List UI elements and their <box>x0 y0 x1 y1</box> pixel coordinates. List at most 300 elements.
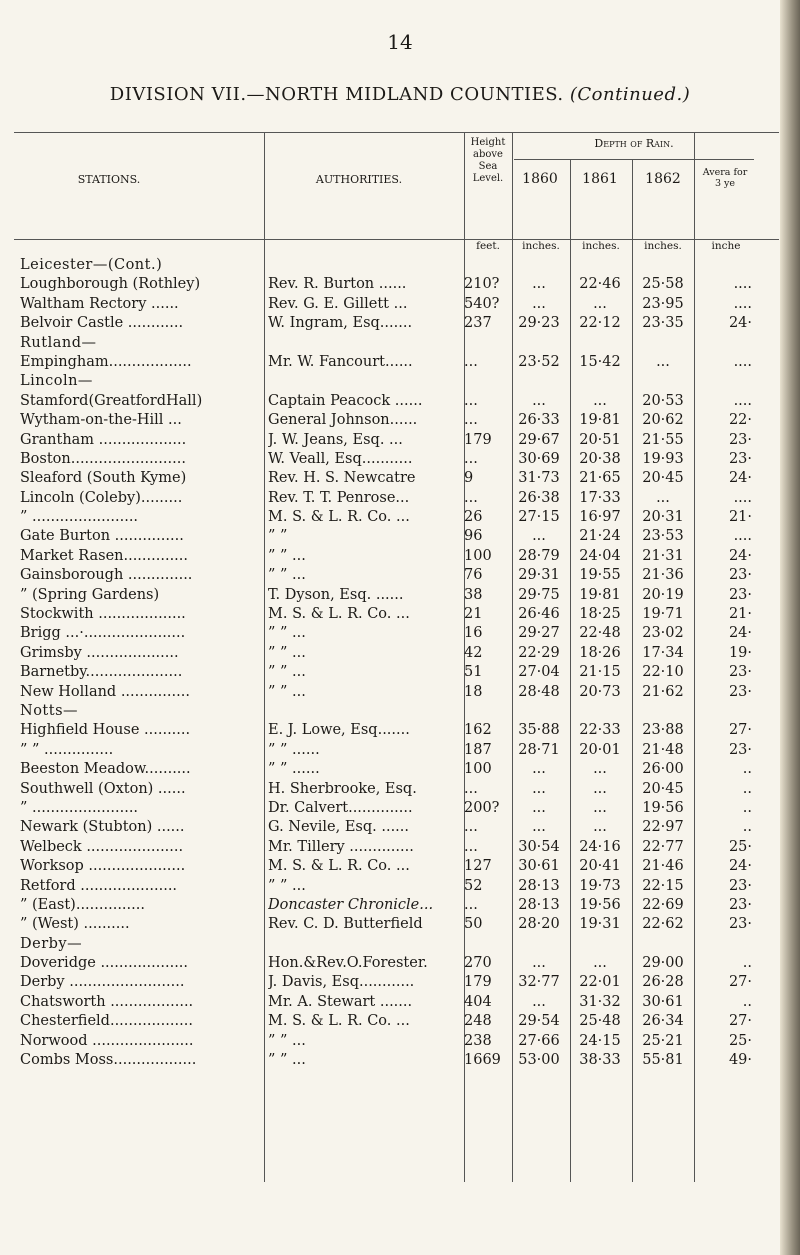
rain-1862-cell: 20·45 <box>642 780 684 797</box>
authority-cell: T. Dyson, Esq. ...... <box>268 586 404 603</box>
average-cell: .. <box>742 799 752 816</box>
rain-1861-cell: 38·33 <box>579 1052 621 1069</box>
authority-cell: ” ” ... <box>268 1032 306 1049</box>
rain-1862-cell: 20·31 <box>642 509 684 526</box>
station-cell: Stockwith ................... <box>20 606 186 623</box>
station-cell: ” ” ............... <box>20 741 114 758</box>
rain-1862-cell: 22·62 <box>642 916 684 933</box>
station-cell: Chatsworth .................. <box>20 993 194 1010</box>
average-cell: .... <box>733 276 752 293</box>
average-cell: 23· <box>728 877 752 894</box>
unit-1860: inches. <box>522 240 560 252</box>
rain-1860-cell: ... <box>532 761 546 778</box>
rain-1861-cell: 20·73 <box>579 683 621 700</box>
table-row <box>14 838 779 857</box>
height-cell: 21 <box>464 606 483 623</box>
rain-1862-cell: 20·62 <box>642 412 684 429</box>
table-row <box>14 469 779 488</box>
table-row <box>14 896 779 915</box>
rain-1861-cell: 19·31 <box>579 916 621 933</box>
rain-1860-cell: 28·71 <box>518 741 560 758</box>
average-cell: 24· <box>728 470 752 487</box>
rain-1860-cell: ... <box>532 780 546 797</box>
average-cell: 19· <box>728 644 752 661</box>
table-row <box>14 663 779 682</box>
authority-cell: Hon.&Rev.O.Forester. <box>268 955 428 972</box>
authority-cell: ” ” ... <box>268 644 306 661</box>
authority-cell: Rev. R. Burton ...... <box>268 276 407 293</box>
title-continued: (Continued.) <box>569 84 691 105</box>
table-row <box>14 489 779 508</box>
station-cell: Empingham.................. <box>20 353 192 370</box>
table-row <box>14 818 779 837</box>
rain-1861-cell: 20·01 <box>579 741 621 758</box>
height-cell: ... <box>464 780 478 797</box>
authority-cell: Captain Peacock ...... <box>268 392 423 409</box>
rain-1862-cell: 22·69 <box>642 896 684 913</box>
station-cell: Grantham ................... <box>20 431 187 448</box>
header-authorities: AUTHORITIES. <box>315 173 403 186</box>
rain-1861-cell: ... <box>593 780 607 797</box>
average-cell: .. <box>742 955 752 972</box>
table-row <box>14 411 779 430</box>
rain-1860-cell: 29·75 <box>518 586 560 603</box>
table-row <box>14 973 779 992</box>
station-cell: Combs Moss.................. <box>20 1052 197 1069</box>
table-row <box>14 1012 779 1031</box>
section-row <box>14 256 779 275</box>
height-cell: 42 <box>464 644 483 661</box>
station-cell: Rutland— <box>20 334 97 351</box>
rain-1862-cell: 23·02 <box>642 625 684 642</box>
table-row <box>14 954 779 973</box>
station-cell: Norwood ...................... <box>20 1032 194 1049</box>
table-row <box>14 527 779 546</box>
rain-1860-cell: 29·27 <box>518 625 560 642</box>
rain-1860-cell: ... <box>532 392 546 409</box>
rain-1860-cell: 35·88 <box>518 722 560 739</box>
rain-1861-cell: 20·38 <box>579 450 621 467</box>
average-cell: .... <box>733 353 752 370</box>
authority-cell: ” ” ... <box>268 547 306 564</box>
average-cell: 21· <box>728 606 752 623</box>
rain-1860-cell: 29·23 <box>518 315 560 332</box>
rain-1860-cell: 27·15 <box>518 509 560 526</box>
section-row <box>14 334 779 353</box>
rain-1861-cell: 22·01 <box>579 974 621 991</box>
station-cell: Worksop ..................... <box>20 858 186 875</box>
station-cell: Stamford(GreatfordHall) <box>20 392 203 409</box>
rain-1862-cell: 21·36 <box>642 567 684 584</box>
station-cell: Highfield House .......... <box>20 722 191 739</box>
rain-1862-cell: 22·97 <box>642 819 684 836</box>
rain-1862-cell: 23·53 <box>642 528 684 545</box>
authority-cell: General Johnson...... <box>268 412 418 429</box>
rain-1860-cell: 29·31 <box>518 567 560 584</box>
rain-1861-cell: 19·73 <box>579 877 621 894</box>
rain-1861-cell: ... <box>593 392 607 409</box>
station-cell: Derby— <box>20 935 83 952</box>
rain-1860-cell: 29·54 <box>518 1013 560 1030</box>
header-height: Height above Sea Level. <box>470 137 506 184</box>
height-cell: 50 <box>464 916 483 933</box>
table-row <box>14 566 779 585</box>
average-cell: .... <box>733 392 752 409</box>
rain-1862-cell: 26·28 <box>642 974 684 991</box>
rain-1861-cell: 21·65 <box>579 470 621 487</box>
height-cell: 9 <box>464 470 474 487</box>
height-cell: ... <box>464 838 478 855</box>
rain-1861-cell: 19·55 <box>579 567 621 584</box>
height-cell: 187 <box>464 741 492 758</box>
table-row <box>14 392 779 411</box>
rain-1862-cell: 25·58 <box>642 276 684 293</box>
station-cell: Doveridge ................... <box>20 955 189 972</box>
authority-cell: Mr. A. Stewart ....... <box>268 993 413 1010</box>
station-cell: Leicester—(Cont.) <box>20 257 163 273</box>
authority-cell: J. Davis, Esq............ <box>268 974 415 991</box>
rain-1862-cell: 22·10 <box>642 664 684 681</box>
rain-1862-cell: 29·00 <box>642 955 684 972</box>
authority-cell: ” ” ...... <box>268 741 320 758</box>
rain-1860-cell: ... <box>532 819 546 836</box>
rain-1862-cell: 19·93 <box>642 450 684 467</box>
table-row <box>14 683 779 702</box>
height-cell: 210? <box>464 276 500 293</box>
height-cell: 18 <box>464 683 483 700</box>
rain-1861-cell: ... <box>593 819 607 836</box>
station-cell: Lincoln (Coleby)......... <box>20 489 183 506</box>
rain-1862-cell: 21·55 <box>642 431 684 448</box>
header-depth-of-rain: Depth of Rain. <box>594 137 674 150</box>
authority-cell: ” ” ... <box>268 683 306 700</box>
rain-1861-cell: 22·33 <box>579 722 621 739</box>
average-cell: .. <box>742 780 752 797</box>
rain-1862-cell: 21·62 <box>642 683 684 700</box>
authority-cell: ” ” ... <box>268 567 306 584</box>
table-row <box>14 624 779 643</box>
height-cell: 127 <box>464 858 492 875</box>
height-cell: ... <box>464 896 478 913</box>
average-cell: 24· <box>728 547 752 564</box>
page-number: 14 <box>387 30 413 54</box>
rain-1861-cell: 15·42 <box>579 353 621 370</box>
rain-1861-cell: 17·33 <box>579 489 621 506</box>
section-row <box>14 935 779 954</box>
rain-1860-cell: 27·04 <box>518 664 560 681</box>
header-1862: 1862 <box>645 171 681 187</box>
authority-cell: Rev. T. T. Penrose... <box>268 489 410 506</box>
rain-1862-cell: ... <box>656 489 670 506</box>
station-cell: Brigg ...·...................... <box>20 625 186 642</box>
authority-cell: ” ” ... <box>268 625 306 642</box>
rain-1860-cell: ... <box>532 295 546 312</box>
authority-cell: ” ” ... <box>268 664 306 681</box>
average-cell: 23· <box>728 916 752 933</box>
rain-1862-cell: 21·31 <box>642 547 684 564</box>
page-title <box>40 84 760 105</box>
table-row <box>14 1032 779 1051</box>
authority-cell: E. J. Lowe, Esq....... <box>268 722 410 739</box>
authority-cell: W. Ingram, Esq....... <box>268 315 413 332</box>
station-cell: Belvoir Castle ............ <box>20 315 184 332</box>
height-cell: 179 <box>464 431 492 448</box>
rain-1860-cell: 28·13 <box>518 877 560 894</box>
station-cell: Beeston Meadow.......... <box>20 761 191 778</box>
table-row <box>14 586 779 605</box>
average-cell: 49· <box>728 1052 752 1069</box>
rain-1860-cell: 28·48 <box>518 683 560 700</box>
rain-1862-cell: 21·46 <box>642 858 684 875</box>
station-cell: Newark (Stubton) ...... <box>20 819 185 836</box>
authority-cell: Mr. Tillery .............. <box>268 838 414 855</box>
station-cell: Barnetby..................... <box>20 664 183 681</box>
authority-cell: M. S. & L. R. Co. ... <box>268 858 410 875</box>
average-cell: .. <box>742 761 752 778</box>
rain-1862-cell: 21·48 <box>642 741 684 758</box>
table-row <box>14 780 779 799</box>
station-cell: Welbeck ..................... <box>20 838 184 855</box>
height-cell: 38 <box>464 586 483 603</box>
rain-1861-cell: 24·15 <box>579 1032 621 1049</box>
authority-cell: Dr. Calvert.............. <box>268 799 413 816</box>
table-row <box>14 877 779 896</box>
height-cell: 1669 <box>464 1052 501 1069</box>
table-row <box>14 275 779 294</box>
height-cell: ... <box>464 392 478 409</box>
authority-cell: J. W. Jeans, Esq. ... <box>268 431 403 448</box>
height-cell: 16 <box>464 625 483 642</box>
rain-1861-cell: 22·12 <box>579 315 621 332</box>
station-cell: Southwell (Oxton) ...... <box>20 780 186 797</box>
rain-1860-cell: 26·33 <box>518 412 560 429</box>
rain-1860-cell: 30·54 <box>518 838 560 855</box>
table-row <box>14 721 779 740</box>
average-cell: 23· <box>728 567 752 584</box>
rain-1861-cell: 24·04 <box>579 547 621 564</box>
rain-1861-cell: 24·16 <box>579 838 621 855</box>
section-row <box>14 372 779 391</box>
rain-1860-cell: 28·79 <box>518 547 560 564</box>
average-cell: 21· <box>728 509 752 526</box>
table-row <box>14 450 779 469</box>
rain-1860-cell: ... <box>532 799 546 816</box>
station-cell: ” (West) .......... <box>20 916 130 933</box>
table-row <box>14 1051 779 1070</box>
table-row <box>14 508 779 527</box>
average-cell: 27· <box>728 974 752 991</box>
authority-cell: ” ” ... <box>268 1052 306 1069</box>
height-cell: ... <box>464 819 478 836</box>
rain-1862-cell: 20·45 <box>642 470 684 487</box>
rain-1862-cell: 23·88 <box>642 722 684 739</box>
authority-cell: G. Nevile, Esq. ...... <box>268 819 409 836</box>
rain-1861-cell: 31·32 <box>579 993 621 1010</box>
average-cell: 24· <box>728 315 752 332</box>
authority-cell: Rev. C. D. Butterfield <box>268 916 423 933</box>
header-depth-rule <box>514 159 754 160</box>
height-cell: 248 <box>464 1013 492 1030</box>
rain-1861-cell: 25·48 <box>579 1013 621 1030</box>
title-main: DIVISION VII.—NORTH MIDLAND COUNTIES. <box>109 84 564 105</box>
rain-1861-cell: 19·56 <box>579 896 621 913</box>
table-row <box>14 644 779 663</box>
authority-cell: ” ” <box>268 528 288 545</box>
height-cell: 100 <box>464 547 492 564</box>
average-cell: 23· <box>728 586 752 603</box>
height-cell: 76 <box>464 567 483 584</box>
rain-1861-cell: ... <box>593 799 607 816</box>
unit-average: inche <box>711 240 741 252</box>
authority-cell: H. Sherbrooke, Esq. <box>268 780 417 797</box>
authority-cell: M. S. & L. R. Co. ... <box>268 606 410 623</box>
rain-1861-cell: 22·46 <box>579 276 621 293</box>
station-cell: Sleaford (South Kyme) <box>20 470 187 487</box>
rain-1861-cell: ... <box>593 955 607 972</box>
average-cell: 22· <box>728 412 752 429</box>
rain-1860-cell: 53·00 <box>518 1052 560 1069</box>
rain-1860-cell: 23·52 <box>518 353 560 370</box>
height-cell: 96 <box>464 528 483 545</box>
rain-1862-cell: 17·34 <box>642 644 684 661</box>
rain-1860-cell: 22·29 <box>518 644 560 661</box>
table-row <box>14 799 779 818</box>
rain-1860-cell: 30·61 <box>518 858 560 875</box>
station-cell: ” (East)............... <box>20 896 145 913</box>
height-cell: ... <box>464 450 478 467</box>
station-cell: Lincoln— <box>20 373 93 390</box>
rain-1861-cell: ... <box>593 761 607 778</box>
header-average: Avera for 3 ye <box>702 167 748 189</box>
height-cell: 270 <box>464 955 492 972</box>
average-cell: 27· <box>728 1013 752 1030</box>
height-cell: 540? <box>464 295 500 312</box>
rain-1860-cell: 30·69 <box>518 450 560 467</box>
rain-1861-cell: 21·15 <box>579 664 621 681</box>
height-cell: 162 <box>464 722 492 739</box>
authority-cell: W. Veall, Esq........... <box>268 450 413 467</box>
unit-height: feet. <box>476 240 500 252</box>
average-cell: .. <box>742 993 752 1010</box>
rain-1860-cell: ... <box>532 955 546 972</box>
rain-1862-cell: 19·71 <box>642 606 684 623</box>
rain-1861-cell: 21·24 <box>579 528 621 545</box>
height-cell: 52 <box>464 877 483 894</box>
rain-1861-cell: 18·26 <box>579 644 621 661</box>
station-cell: Grimsby .................... <box>20 644 179 661</box>
rain-1861-cell: 22·48 <box>579 625 621 642</box>
station-cell: Waltham Rectory ...... <box>20 295 179 312</box>
average-cell: 23· <box>728 431 752 448</box>
height-cell: ... <box>464 489 478 506</box>
authority-cell: Rev. G. E. Gillett ... <box>268 295 408 312</box>
unit-1861: inches. <box>582 240 620 252</box>
rain-1862-cell: 26·00 <box>642 761 684 778</box>
average-cell: .. <box>742 819 752 836</box>
rain-1860-cell: ... <box>532 276 546 293</box>
table-row <box>14 314 779 333</box>
station-cell: Market Rasen.............. <box>20 547 189 564</box>
rain-1862-cell: 30·61 <box>642 993 684 1010</box>
average-cell: 27· <box>728 722 752 739</box>
rain-1861-cell: 19·81 <box>579 412 621 429</box>
header-stations: STATIONS. <box>77 173 141 186</box>
authority-cell: Rev. H. S. Newcatre <box>268 470 416 487</box>
height-cell: 179 <box>464 974 492 991</box>
rain-1860-cell: 32·77 <box>518 974 560 991</box>
rain-1862-cell: ... <box>656 353 670 370</box>
rain-1862-cell: 22·15 <box>642 877 684 894</box>
rain-1861-cell: 19·81 <box>579 586 621 603</box>
rain-1862-cell: 20·19 <box>642 586 684 603</box>
average-cell: 25· <box>728 838 752 855</box>
rain-1861-cell: 20·51 <box>579 431 621 448</box>
height-cell: 100 <box>464 761 492 778</box>
authority-cell: Mr. W. Fancourt...... <box>268 353 413 370</box>
rain-1860-cell: ... <box>532 528 546 545</box>
station-cell: Chesterfield.................. <box>20 1013 193 1030</box>
rain-1862-cell: 22·77 <box>642 838 684 855</box>
table-row <box>14 760 779 779</box>
height-cell: 200? <box>464 799 500 816</box>
height-cell: ... <box>464 353 478 370</box>
table-row <box>14 915 779 934</box>
authority-cell: ” ” ... <box>268 877 306 894</box>
average-cell: 23· <box>728 683 752 700</box>
station-cell: Derby ......................... <box>20 974 185 991</box>
rain-1862-cell: 55·81 <box>642 1052 684 1069</box>
header-1860: 1860 <box>522 171 558 187</box>
height-cell: 238 <box>464 1032 492 1049</box>
average-cell: .... <box>733 528 752 545</box>
rain-1860-cell: 26·38 <box>518 489 560 506</box>
rain-1860-cell: 27·66 <box>518 1032 560 1049</box>
height-cell: ... <box>464 412 478 429</box>
rain-1862-cell: 20·53 <box>642 392 684 409</box>
average-cell: 24· <box>728 625 752 642</box>
rain-1860-cell: 31·73 <box>518 470 560 487</box>
station-cell: Loughborough (Rothley) <box>20 276 201 293</box>
average-cell: 23· <box>728 664 752 681</box>
average-cell: .... <box>733 295 752 312</box>
average-cell: 24· <box>728 858 752 875</box>
rain-1862-cell: 25·21 <box>642 1032 684 1049</box>
height-cell: 26 <box>464 509 483 526</box>
rainfall-table-header <box>14 132 779 240</box>
authority-cell: Doncaster Chronicle... <box>268 896 434 913</box>
section-row <box>14 702 779 721</box>
rain-1861-cell: 18·25 <box>579 606 621 623</box>
rain-1860-cell: 28·20 <box>518 916 560 933</box>
rain-1862-cell: 26·34 <box>642 1013 684 1030</box>
height-cell: 404 <box>464 993 492 1010</box>
average-cell: 25· <box>728 1032 752 1049</box>
rain-1862-cell: 23·35 <box>642 315 684 332</box>
page-binding-edge <box>780 0 800 1255</box>
rainfall-table-body <box>14 256 779 1070</box>
station-cell: Gate Burton ............... <box>20 528 184 545</box>
station-cell: Wytham-on-the-Hill ... <box>20 412 182 429</box>
rain-1860-cell: 26·46 <box>518 606 560 623</box>
average-cell: 23· <box>728 896 752 913</box>
rain-1860-cell: 28·13 <box>518 896 560 913</box>
station-cell: Gainsborough .............. <box>20 567 193 584</box>
rain-1861-cell: ... <box>593 295 607 312</box>
average-cell: 23· <box>728 450 752 467</box>
table-row <box>14 993 779 1012</box>
station-cell: ” ....................... <box>20 799 139 816</box>
rain-1860-cell: ... <box>532 993 546 1010</box>
